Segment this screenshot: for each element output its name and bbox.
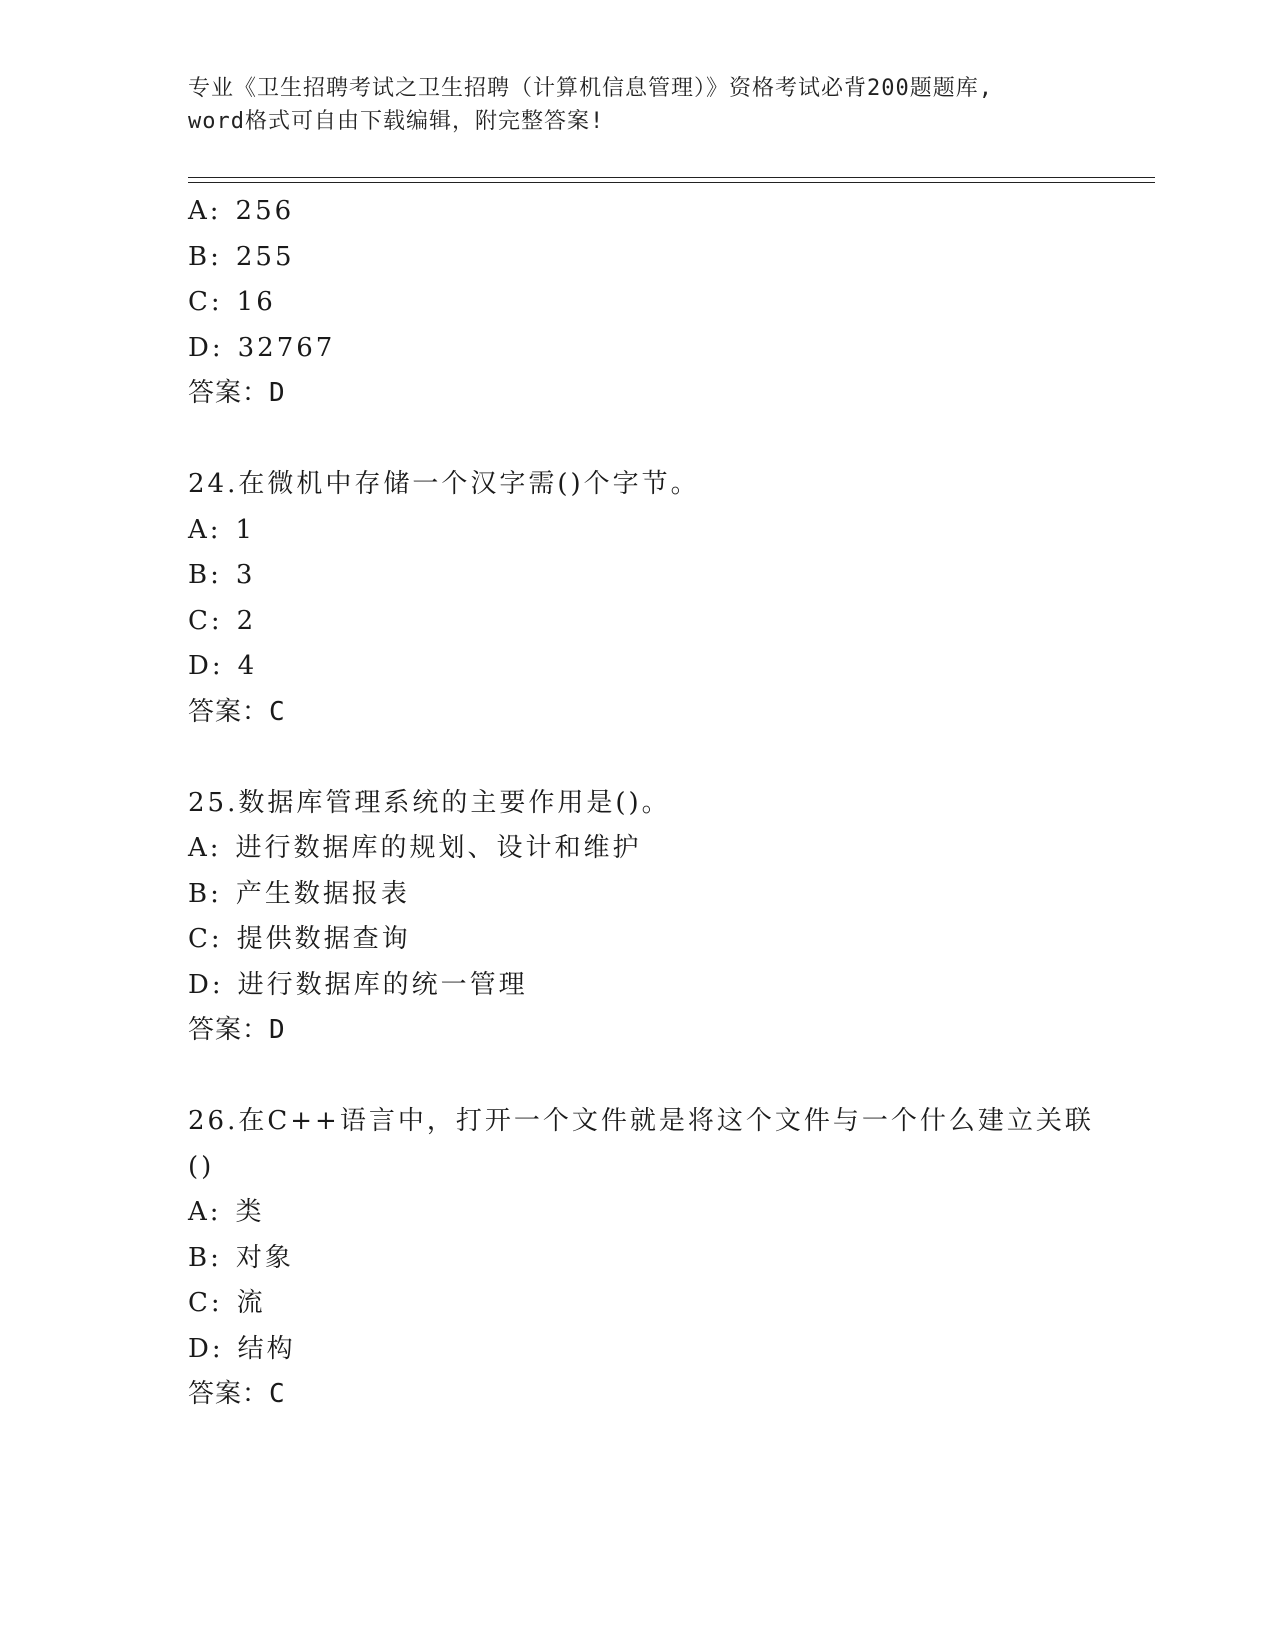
spacer: [188, 1054, 1148, 1100]
option-letter: B:: [188, 241, 222, 272]
option-text: 流: [236, 1288, 266, 1318]
option-letter: B:: [188, 1242, 222, 1273]
question-block-24: [188, 462, 1148, 735]
option-letter: A:: [188, 1197, 222, 1227]
header-divider-top: [188, 177, 1155, 178]
option-text: 提供数据查询: [236, 924, 411, 954]
option-letter: D:: [188, 1333, 224, 1364]
header-line-1: 专业《卫生招聘考试之卫生招聘（计算机信息管理）》资格考试必背200题题库,: [188, 76, 993, 101]
option-letter: A:: [188, 514, 222, 545]
option-text: 256: [235, 196, 295, 226]
document-header: [188, 72, 1088, 138]
option-a: [188, 508, 1148, 554]
option-c: [188, 280, 1148, 326]
option-letter: A:: [188, 833, 222, 863]
option-d: [188, 963, 1148, 1009]
option-text: 32767: [237, 332, 336, 363]
option-text: 3: [235, 560, 256, 590]
option-letter: D:: [188, 651, 224, 681]
option-d: [188, 326, 1148, 372]
option-text: 进行数据库的统一管理: [237, 969, 528, 1000]
answer-line: 答案：C: [188, 696, 286, 727]
answer-line: 答案：C: [188, 1379, 286, 1409]
option-letter: C:: [188, 605, 223, 636]
option-letter: B:: [188, 560, 222, 590]
option-text: 结构: [237, 1333, 296, 1364]
option-letter: C:: [188, 287, 223, 317]
option-b: [188, 553, 1148, 599]
answer-line: 答案：D: [188, 1015, 286, 1045]
option-letter: C:: [188, 1288, 223, 1318]
option-letter: A:: [188, 196, 222, 226]
header-divider-bottom: [188, 182, 1155, 183]
spacer: [188, 417, 1148, 463]
option-letter: D:: [188, 969, 224, 1000]
question-text: 26.在C++语言中，打开一个文件就是将这个文件与一个什么建立关联: [188, 1106, 1094, 1136]
option-c: [188, 599, 1148, 645]
question-block-26: [188, 1099, 1148, 1418]
option-text: 4: [237, 651, 258, 681]
question-text-continued: (): [188, 1151, 215, 1182]
question-text: 24.在微机中存储一个汉字需()个字节。: [188, 469, 700, 499]
option-b: [188, 235, 1148, 281]
question-block-23: [188, 189, 1148, 417]
option-c: [188, 1281, 1148, 1327]
spacer: [188, 735, 1148, 781]
option-c: [188, 917, 1148, 963]
option-text: 产生数据报表: [235, 878, 410, 909]
question-list: [188, 189, 1148, 1418]
option-b: [188, 872, 1148, 918]
option-letter: B:: [188, 878, 222, 909]
option-b: [188, 1236, 1148, 1282]
option-letter: C:: [188, 924, 223, 954]
answer-line: 答案：D: [188, 378, 286, 408]
option-d: [188, 1327, 1148, 1373]
option-text: 16: [236, 287, 276, 317]
option-a: [188, 189, 1148, 235]
option-a: [188, 1190, 1148, 1236]
option-text: 类: [235, 1197, 265, 1227]
question-text: 25.数据库管理系统的主要作用是()。: [188, 787, 671, 818]
option-text: 进行数据库的规划、设计和维护: [235, 833, 642, 863]
option-d: [188, 644, 1148, 690]
question-block-25: [188, 781, 1148, 1054]
header-line-2: word格式可自由下载编辑，附完整答案!: [188, 109, 605, 134]
option-a: [188, 826, 1148, 872]
option-text: 对象: [235, 1242, 294, 1273]
option-text: 1: [235, 514, 256, 545]
option-text: 255: [235, 241, 295, 272]
option-text: 2: [236, 605, 257, 636]
option-letter: D:: [188, 332, 224, 363]
